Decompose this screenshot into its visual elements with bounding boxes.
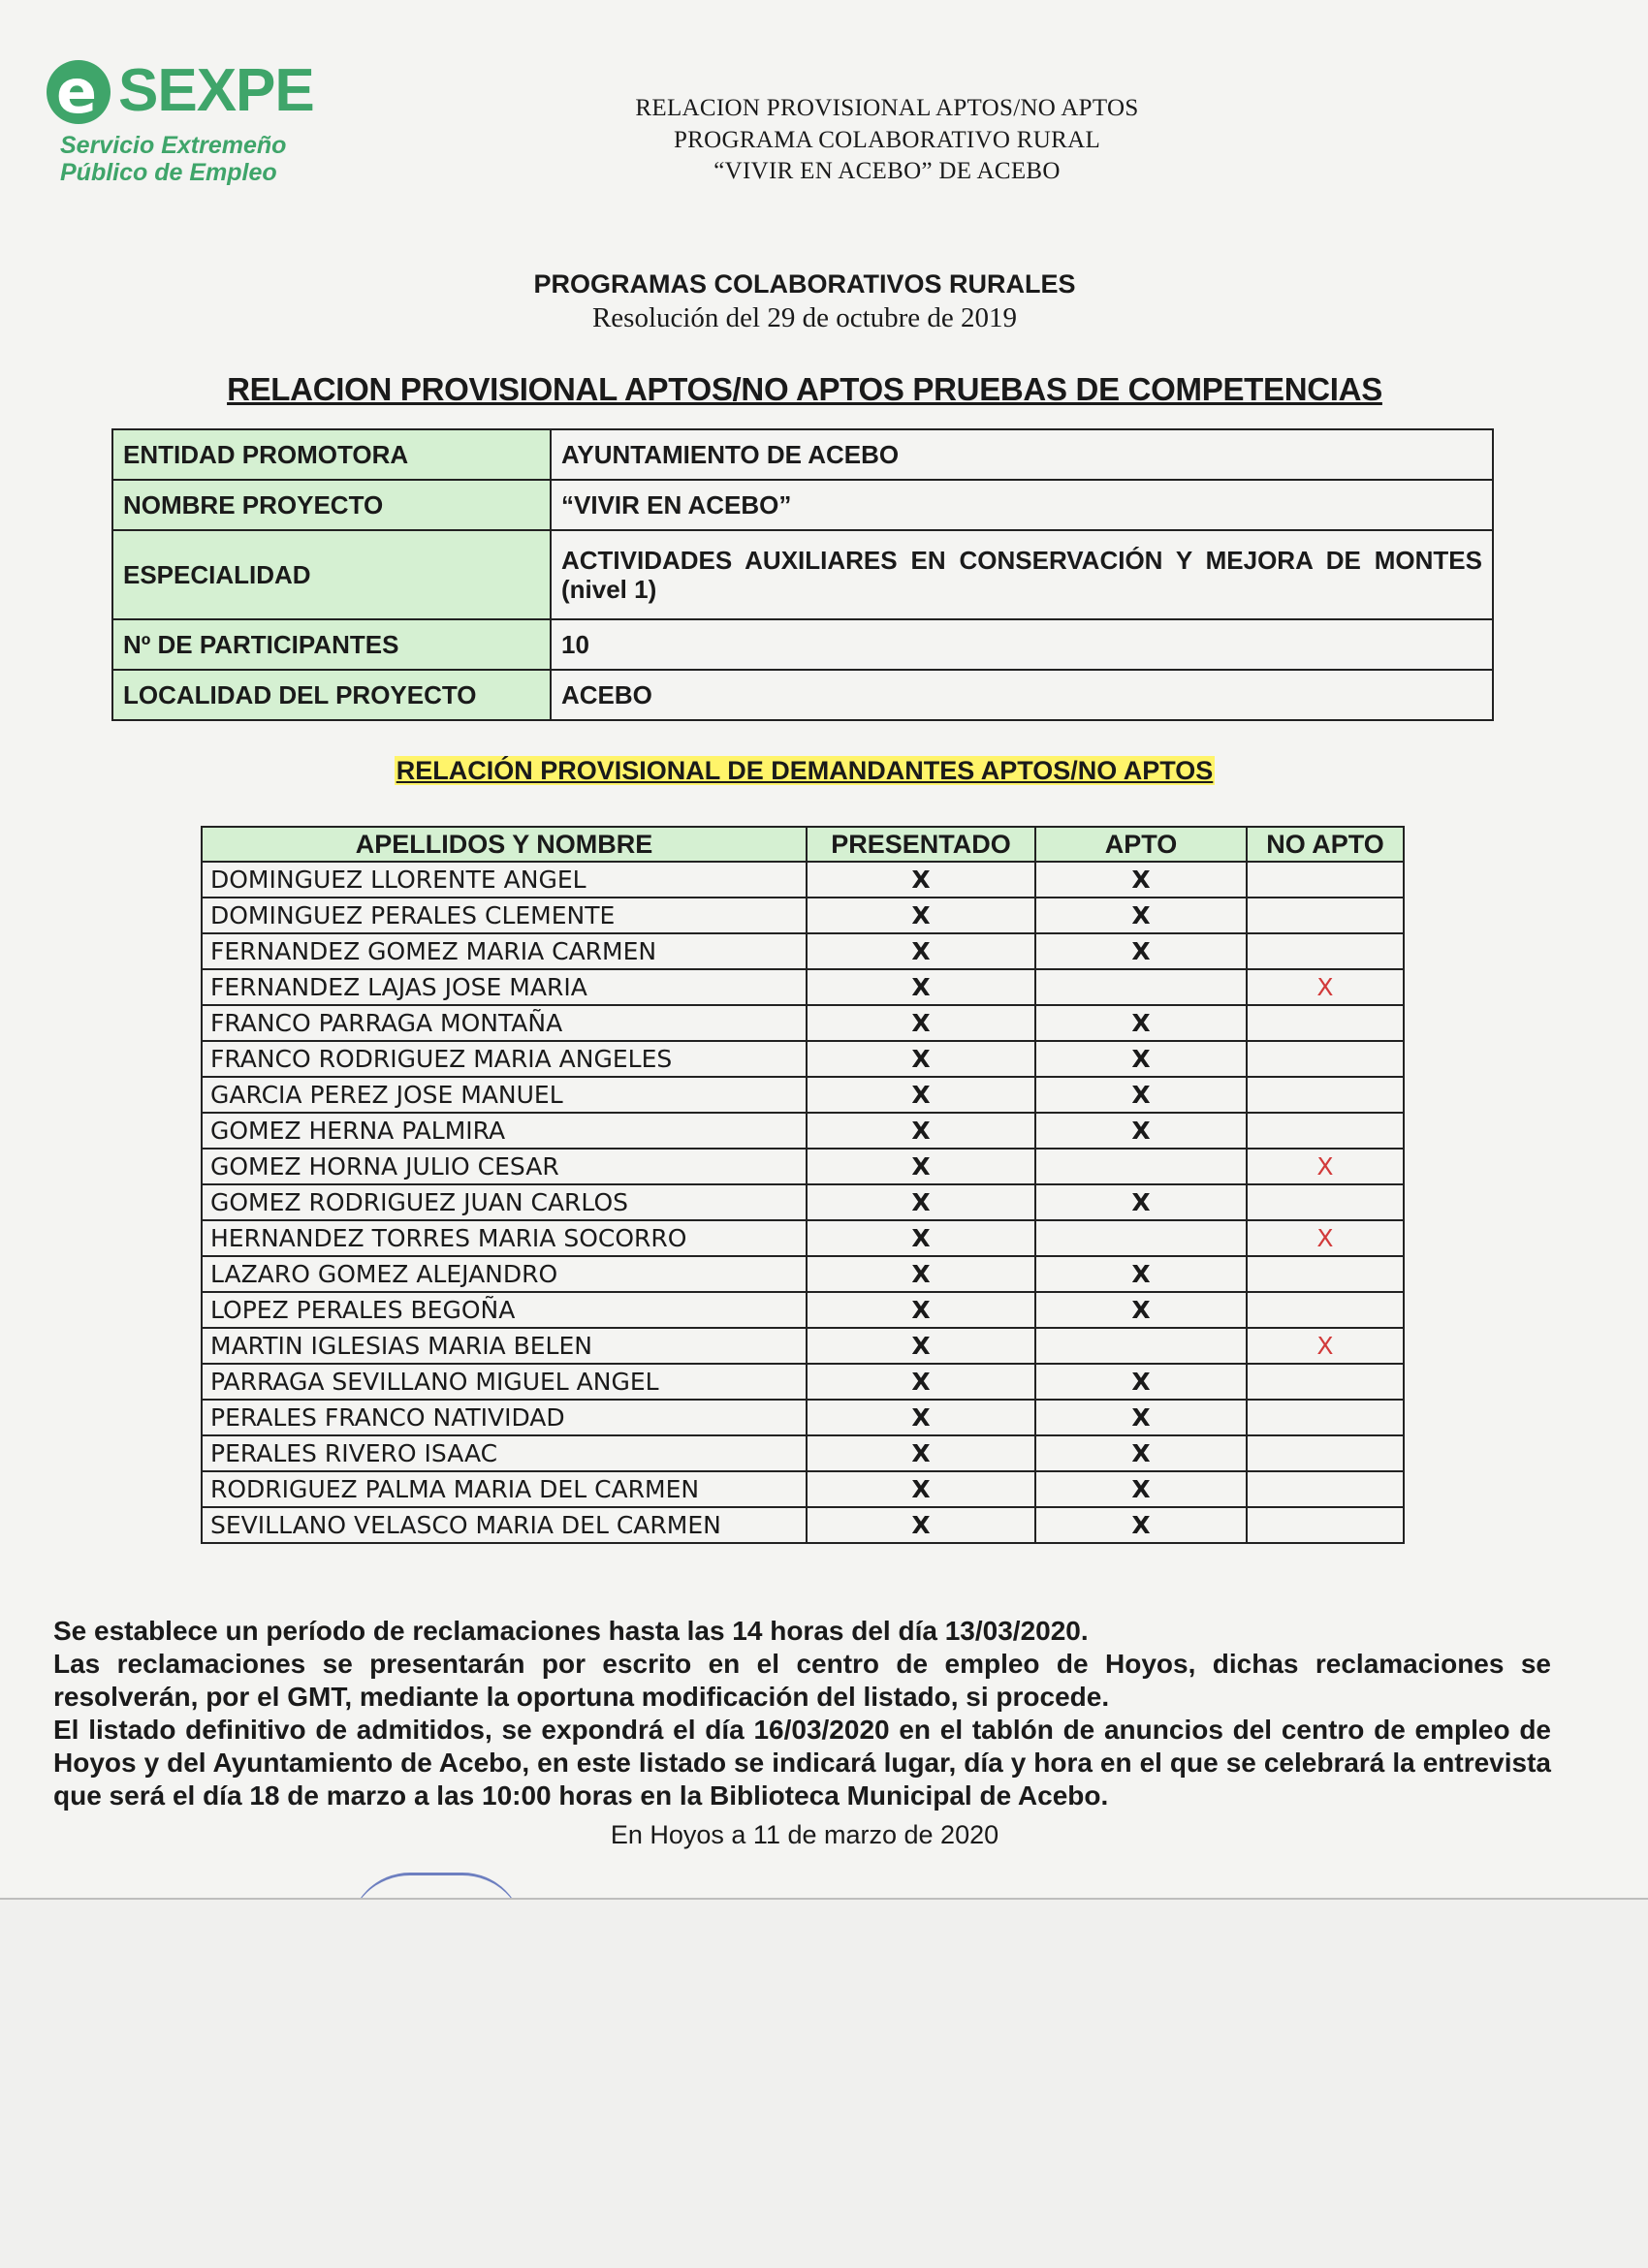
sexpe-logo [47, 56, 314, 192]
presentado-mark: X [807, 1400, 1035, 1435]
apto-mark: X [1035, 1256, 1247, 1292]
apto-mark: X [1035, 1041, 1247, 1077]
apto-mark: X [1035, 862, 1247, 898]
table-row [202, 1220, 1404, 1256]
apto-mark [1035, 1220, 1247, 1256]
table-row [202, 862, 1404, 898]
candidate-name: GARCIA PEREZ JOSE MANUEL [202, 1077, 807, 1113]
presentado-mark: X [807, 1364, 1035, 1400]
presentado-mark: X [807, 1005, 1035, 1041]
candidate-name: HERNANDEZ TORRES MARIA SOCORRO [202, 1220, 807, 1256]
table-row [202, 1077, 1404, 1113]
presentado-mark: X [807, 1435, 1035, 1471]
table-row [202, 1435, 1404, 1471]
paper-fold [0, 1898, 1648, 2268]
claims-procedure-text: Las reclamaciones se presentarán por escrito en el centro de empleo de Hoyos, dichas reclamaciones se resolverán, por el GMT, mediante la oportuna modificación del listado, si procede. [53, 1649, 1551, 1712]
resolution-text: Resolución del 29 de octubre de 2019 [591, 302, 1018, 333]
apto-mark: X [1035, 1077, 1247, 1113]
info-value: ACTIVIDADES AUXILIARES EN CONSERVACIÓN Y MEJORA DE MONTES (nivel 1) [551, 530, 1493, 619]
candidate-name: FERNANDEZ GOMEZ MARIA CARMEN [202, 933, 807, 969]
col-no-apto-header: NO APTO [1247, 827, 1404, 862]
no-apto-mark [1247, 1471, 1404, 1507]
no-apto-mark [1247, 898, 1404, 933]
info-row [112, 619, 1493, 670]
table-row [202, 1184, 1404, 1220]
header-line-2: PROGRAMA COLABORATIVO RURAL [673, 127, 1101, 153]
table-row [202, 1292, 1404, 1328]
apto-mark: X [1035, 1292, 1247, 1328]
candidate-name: GOMEZ HERNA PALMIRA [202, 1113, 807, 1149]
candidates-table [201, 826, 1405, 1544]
candidate-name: DOMINGUEZ LLORENTE ANGEL [202, 862, 807, 898]
presentado-mark: X [807, 898, 1035, 933]
logo-line-1: Servicio Extremeño [60, 132, 287, 159]
logo-mark-icon: e [47, 60, 111, 124]
apto-mark: X [1035, 1471, 1247, 1507]
no-apto-mark [1247, 1113, 1404, 1149]
no-apto-mark [1247, 1256, 1404, 1292]
candidate-name: PERALES RIVERO ISAAC [202, 1435, 807, 1471]
apto-mark: X [1035, 1400, 1247, 1435]
presentado-mark: X [807, 1292, 1035, 1328]
table-row [202, 1507, 1404, 1543]
candidate-name: FERNANDEZ LAJAS JOSE MARIA [202, 969, 807, 1005]
no-apto-mark: X [1247, 969, 1404, 1005]
candidate-name: DOMINGUEZ PERALES CLEMENTE [202, 898, 807, 933]
no-apto-mark [1247, 933, 1404, 969]
no-apto-mark [1247, 1507, 1404, 1543]
info-label: Nº DE PARTICIPANTES [112, 619, 551, 670]
table-row [202, 969, 1404, 1005]
table-row [202, 1256, 1404, 1292]
apto-mark: X [1035, 933, 1247, 969]
info-row [112, 429, 1493, 480]
candidate-name: GOMEZ RODRIGUEZ JUAN CARLOS [202, 1184, 807, 1220]
no-apto-mark: X [1247, 1328, 1404, 1364]
presentado-mark: X [807, 969, 1035, 1005]
apto-mark: X [1035, 898, 1247, 933]
project-info-table [111, 428, 1494, 721]
no-apto-mark [1247, 862, 1404, 898]
presentado-mark: X [807, 1184, 1035, 1220]
presentado-mark: X [807, 1149, 1035, 1184]
table-row [202, 1149, 1404, 1184]
logo-brand: SEXPE [118, 57, 314, 124]
apto-mark: X [1035, 1005, 1247, 1041]
info-value: 10 [551, 619, 1493, 670]
info-label: ENTIDAD PROMOTORA [112, 429, 551, 480]
candidate-name: FRANCO PARRAGA MONTAÑA [202, 1005, 807, 1041]
table-row [202, 1364, 1404, 1400]
candidate-name: GOMEZ HORNA JULIO CESAR [202, 1149, 807, 1184]
no-apto-mark: X [1247, 1149, 1404, 1184]
info-row [112, 530, 1493, 619]
header-line-1: RELACION PROVISIONAL APTOS/NO APTOS [635, 95, 1139, 121]
apto-mark: X [1035, 1184, 1247, 1220]
presentado-mark: X [807, 1077, 1035, 1113]
place-date: En Hoyos a 11 de marzo de 2020 [610, 1820, 999, 1849]
logo-line-2: Público de Empleo [60, 159, 277, 186]
program-title: PROGRAMAS COLABORATIVOS RURALES [533, 269, 1076, 299]
no-apto-mark [1247, 1005, 1404, 1041]
no-apto-mark [1247, 1184, 1404, 1220]
info-value: AYUNTAMIENTO DE ACEBO [551, 429, 1493, 480]
apto-mark [1035, 1328, 1247, 1364]
col-name-header: APELLIDOS Y NOMBRE [202, 827, 807, 862]
main-title: RELACION PROVISIONAL APTOS/NO APTOS PRUEBAS DE COMPETENCIAS [227, 371, 1382, 407]
info-row [112, 480, 1493, 530]
presentado-mark: X [807, 1507, 1035, 1543]
col-presentado-header: PRESENTADO [807, 827, 1035, 862]
presentado-mark: X [807, 862, 1035, 898]
table-row [202, 1328, 1404, 1364]
definitive-list-text: El listado definitivo de admitidos, se expondrá el día 16/03/2020 en el tablón de anuncios del centro de empleo de Hoyos y del Ayuntamiento de Acebo, en este listado se indicará lugar, día y hora en el que se celebrará la entrevista que será el día 18 de marzo a las 10:00 horas en la Biblioteca Municipal de Acebo. [53, 1715, 1551, 1811]
list-title-text: RELACIÓN PROVISIONAL DE DEMANDANTES APTOS/NO APTOS [396, 756, 1214, 785]
no-apto-mark [1247, 1364, 1404, 1400]
candidate-name: MARTIN IGLESIAS MARIA BELEN [202, 1328, 807, 1364]
presentado-mark: X [807, 1328, 1035, 1364]
candidate-name: PARRAGA SEVILLANO MIGUEL ANGEL [202, 1364, 807, 1400]
presentado-mark: X [807, 1256, 1035, 1292]
table-row [202, 1113, 1404, 1149]
table-header-row [202, 827, 1404, 862]
header-line-3: “VIVIR EN ACEBO” DE ACEBO [713, 158, 1061, 184]
apto-mark: X [1035, 1113, 1247, 1149]
candidate-name: LOPEZ PERALES BEGOÑA [202, 1292, 807, 1328]
presentado-mark: X [807, 1041, 1035, 1077]
presentado-mark: X [807, 933, 1035, 969]
table-row [202, 933, 1404, 969]
list-title [194, 756, 1415, 786]
table-row [202, 898, 1404, 933]
info-label: ESPECIALIDAD [112, 530, 551, 619]
apto-mark [1035, 1149, 1247, 1184]
apto-mark: X [1035, 1364, 1247, 1400]
candidate-name: RODRIGUEZ PALMA MARIA DEL CARMEN [202, 1471, 807, 1507]
apto-mark [1035, 969, 1247, 1005]
info-label: NOMBRE PROYECTO [112, 480, 551, 530]
presentado-mark: X [807, 1113, 1035, 1149]
info-label: LOCALIDAD DEL PROYECTO [112, 670, 551, 720]
no-apto-mark [1247, 1435, 1404, 1471]
no-apto-mark [1247, 1400, 1404, 1435]
no-apto-mark: X [1247, 1220, 1404, 1256]
info-value: ACEBO [551, 670, 1493, 720]
apto-mark: X [1035, 1435, 1247, 1471]
presentado-mark: X [807, 1471, 1035, 1507]
info-value: “VIVIR EN ACEBO” [551, 480, 1493, 530]
table-row [202, 1471, 1404, 1507]
table-row [202, 1400, 1404, 1435]
no-apto-mark [1247, 1077, 1404, 1113]
table-row [202, 1005, 1404, 1041]
candidate-name: LAZARO GOMEZ ALEJANDRO [202, 1256, 807, 1292]
candidate-name: SEVILLANO VELASCO MARIA DEL CARMEN [202, 1507, 807, 1543]
no-apto-mark [1247, 1041, 1404, 1077]
col-apto-header: APTO [1035, 827, 1247, 862]
presentado-mark: X [807, 1220, 1035, 1256]
claims-period-text: Se establece un período de reclamaciones hasta las 14 horas del día 13/03/2020. [53, 1616, 1089, 1646]
table-row [202, 1041, 1404, 1077]
candidate-name: PERALES FRANCO NATIVIDAD [202, 1400, 807, 1435]
info-row [112, 670, 1493, 720]
apto-mark: X [1035, 1507, 1247, 1543]
no-apto-mark [1247, 1292, 1404, 1328]
candidate-name: FRANCO RODRIGUEZ MARIA ANGELES [202, 1041, 807, 1077]
